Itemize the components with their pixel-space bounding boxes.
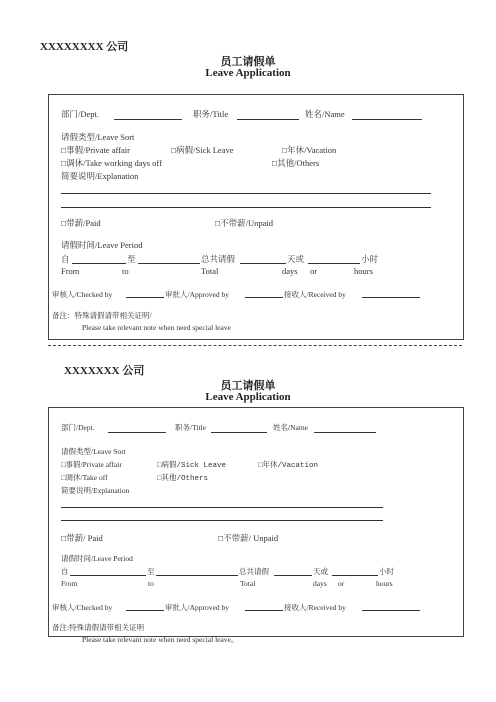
checked-by-field-2[interactable] (126, 610, 164, 611)
total-days-field[interactable] (240, 263, 286, 264)
leave-period-label: 请假时间/Leave Period (61, 240, 143, 250)
option-unpaid[interactable]: □不带薪/Unpaid (215, 218, 274, 228)
explanation-label: 简要说明/Explanation (61, 171, 139, 181)
days-en-2: days (313, 579, 327, 588)
title-label: 职务/Title (193, 109, 229, 119)
received-by-field[interactable] (362, 297, 420, 298)
option-others[interactable]: □其他/Others (272, 158, 320, 168)
from-cn: 自 (61, 254, 70, 264)
name-field-2[interactable] (314, 432, 376, 433)
checked-by-label-2: 审核人/Checked by (52, 603, 113, 612)
hours-cn-2: 小时 (379, 567, 394, 576)
total-en-2: Total (240, 579, 256, 588)
option-others-2[interactable]: □其他/Others (157, 475, 209, 483)
to-en-2: to (148, 579, 154, 588)
note-cn-2: 备注:特殊请假请带相关证明 (52, 623, 145, 632)
received-by-label: 接收人/Received by (284, 290, 346, 299)
to-field-2[interactable] (156, 575, 238, 576)
cut-line-divider (48, 345, 462, 346)
days-or-cn: 天或 (287, 254, 305, 264)
title-field[interactable] (237, 119, 299, 120)
to-cn-2: 至 (147, 567, 155, 576)
from-cn-2: 自 (61, 567, 69, 576)
or-en: or (310, 266, 318, 276)
total-en: Total (201, 266, 219, 276)
form-title-en-2: Leave Application (205, 391, 291, 403)
explanation-line-2-2[interactable] (61, 520, 383, 521)
leave-period-label-2: 请假时间/Leave Period (61, 554, 133, 563)
received-by-label-2: 接收人/Received by (284, 603, 346, 612)
form-title-cn-2: 员工请假单 (220, 380, 276, 392)
option-take-off-2[interactable]: □调休/Take off (61, 473, 108, 482)
form-title-en: Leave Application (205, 67, 291, 79)
option-unpaid-2[interactable]: □不带薪/ Unpaid (218, 533, 279, 543)
company-name: XXXXXXXX 公司 (40, 41, 129, 53)
explanation-line-2[interactable] (61, 207, 431, 208)
leave-sort-label: 请假类型/Leave Sort (61, 132, 135, 142)
to-cn: 至 (127, 254, 136, 264)
option-paid[interactable]: □带薪/Paid (61, 218, 101, 228)
dept-label-2: 部门/Dept. (61, 423, 95, 432)
name-label-2: 姓名/Name (273, 423, 308, 432)
hours-cn: 小时 (361, 254, 379, 264)
total-cn-2: 总共请假 (239, 567, 269, 576)
option-private-affair-2[interactable]: □事假/Private affair (61, 460, 122, 469)
option-annual-leave-2[interactable]: □年休/Vacation (258, 462, 319, 470)
explanation-line-1-2[interactable] (61, 507, 383, 508)
explanation-line-1[interactable] (61, 193, 431, 194)
to-field[interactable] (138, 263, 200, 264)
checked-by-label: 审核人/Checked by (52, 290, 113, 299)
total-cn: 总共请假 (201, 254, 236, 264)
from-en: From (61, 266, 80, 276)
title-label-2: 职务/Title (175, 423, 206, 432)
received-by-field-2[interactable] (362, 610, 420, 611)
company-name-2: XXXXXXX 公司 (64, 365, 145, 377)
dept-field-2[interactable] (108, 432, 166, 433)
option-sick-leave[interactable]: □病假/Sick Leave (171, 145, 234, 155)
or-en-2: or (338, 579, 345, 588)
checked-by-field[interactable] (126, 297, 164, 298)
approved-by-field-2[interactable] (245, 610, 283, 611)
hours-en-2: hours (376, 579, 393, 588)
total-hours-field[interactable] (308, 263, 360, 264)
to-en: to (122, 266, 129, 276)
total-days-field-2[interactable] (274, 575, 312, 576)
form-title-cn: 员工请假单 (220, 56, 276, 68)
hours-en: hours (354, 266, 373, 276)
from-en-2: From (61, 579, 78, 588)
name-field[interactable] (352, 119, 422, 120)
option-annual-leave[interactable]: □年休/Vacation (282, 145, 337, 155)
option-paid-2[interactable]: □带薪/ Paid (61, 533, 103, 543)
explanation-label-2: 简要说明/Explanation (61, 486, 130, 495)
title-field-2[interactable] (211, 432, 267, 433)
from-field-2[interactable] (70, 575, 146, 576)
days-en: days (282, 266, 298, 276)
option-take-off[interactable]: □调休/Take working days off (61, 158, 162, 168)
days-or-cn-2: 天或 (313, 567, 328, 576)
from-field[interactable] (72, 263, 126, 264)
name-label: 姓名/Name (305, 109, 345, 119)
note-cn: 备注：特殊请假请带相关证明/ (52, 311, 152, 320)
option-private-affair[interactable]: □事假/Private affair (61, 145, 130, 155)
dept-field[interactable] (114, 119, 182, 120)
approved-by-field[interactable] (245, 297, 283, 298)
approved-by-label: 审批人/Approved by (165, 290, 229, 299)
approved-by-label-2: 审批人/Approved by (165, 603, 229, 612)
dept-label: 部门/Dept. (61, 109, 100, 119)
leave-sort-label-2: 请假类型/Leave Sort (61, 447, 126, 456)
option-sick-leave-2[interactable]: □病假/Sick Leave (157, 462, 227, 470)
total-hours-field-2[interactable] (332, 575, 378, 576)
note-en: Please take relevant note when need special leave (82, 323, 231, 332)
note-en-2: Please take relevant note when need special leave。 (82, 635, 239, 644)
